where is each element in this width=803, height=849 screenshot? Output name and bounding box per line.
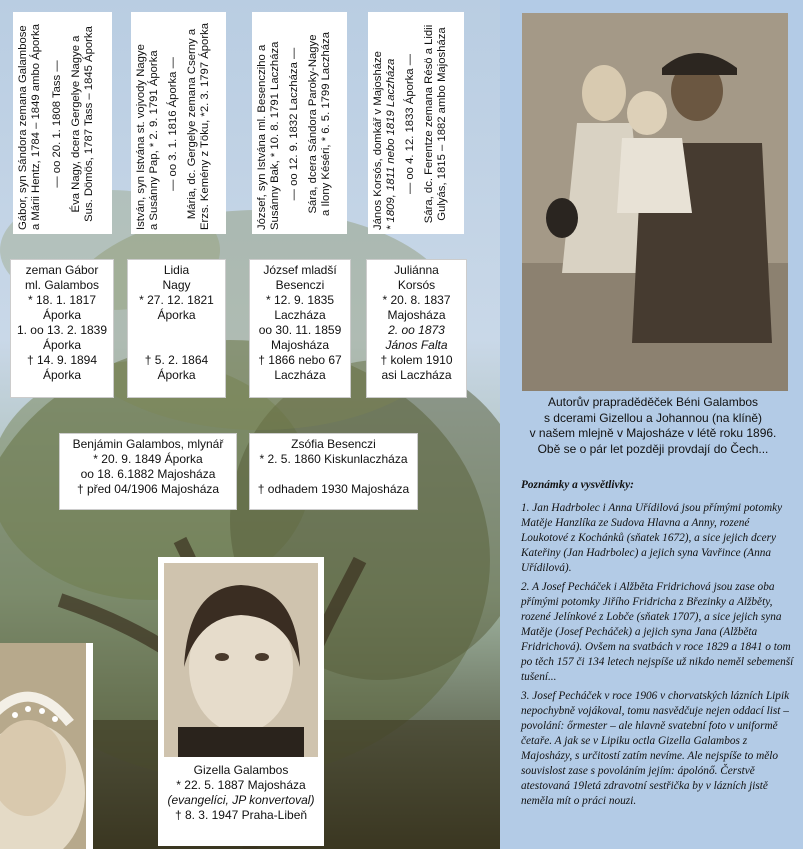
gizella-death: † 8. 3. 1947 Praha-Libeň [174, 808, 308, 822]
photo-caption: Autorův prapraděděček Béni Galambos s dcerami Gizellou a Johannou (na klíně) v našem mlejně v Majosháze v létě roku 1896. Obě se o pár let později provdají do Čech... [529, 395, 777, 456]
person-box-julianna: Juliánna Korsós * 20. 8. 1837 Majosháza 2. oo 1873 János Falta † kolem 1910 asi Laczháza [366, 259, 467, 398]
gizella-note: (evangelíci, JP konvertoval) [167, 793, 315, 807]
note-2: 2. A Josef Pecháček i Alžběta Fridrichová jsou zase oba přímými potomky Jiřího Fridricha z Březinky a Alžběty, rozené Jelínkové z Lobče (sňatek 1707), a sice jejich syna Matěje (Josef Pecháček) a jejich syna Jana (Alžběta Fridrichová). Ovšem na svatbách v roce 1829 a 1841 o tom po těch 157 či 134 letech nejspíše už nikdo neměl sebemenší tušení... [521, 581, 794, 683]
person-box-zsofia: Zsófia Besenczi * 2. 5. 1860 Kiskunlaczháza † odhadem 1930 Majosháza [249, 433, 418, 510]
bride-photo [0, 643, 93, 849]
gizella-photo [158, 557, 324, 846]
family-photo [522, 13, 788, 391]
family-photo-image [522, 13, 788, 391]
person-box-benjamin: Benjámin Galambos, mlynář * 20. 9. 1849 Áporka oo 18. 6.1882 Majosháza † před 04/1906 Majosháza [59, 433, 237, 510]
note-3: 3. Josef Pecháček v roce 1906 v chorvatských lázních Lipik nepochybně vojákoval, tomu nasvědčuje nejen oddací list – povolání: őrmester – ale hlavně svatební foto v uniformě četaře. A jak se v Lipiku octla Gizella Galambos z Majosházy, s určitostí zatím nevíme. Ale nejspíše to mělo souvislost zase s povoláním jejím: ápolónő. Čerstvě atestovaná 19letá zdravotní sestřička by v lázních jistě neměla mít o práci nouzi. [521, 690, 790, 807]
gizella-name: Gizella Galambos [193, 763, 289, 777]
gizella-birth: * 22. 5. 1887 Majosháza [176, 778, 306, 792]
person-box-gabor: zeman Gábor ml. Galambos * 18. 1. 1817 Áporka 1. oo 13. 2. 1839 Áporka † 14. 9. 1894 Áporka [10, 259, 114, 398]
notes-section [521, 478, 796, 813]
ancestor-box-korsos: János Korsós, domkář v Majosháze * 1809, 1811 nebo 1819 Laczháza — oo 4. 12. 1833 Áporka — Sára, dc. Ferentze zemana Résö a Lidii Gulyás, 1815 – 1882 ambo Majosháza [368, 12, 464, 234]
person-box-lidia: Lidia Nagy * 27. 12. 1821 Áporka † 5. 2. 1864 Áporka [127, 259, 226, 398]
notes-title: Poznámky a vysvětlivky: [521, 479, 634, 491]
bride-portrait-image [0, 643, 93, 849]
ancestor-box-besenczi: József, syn Istvána ml. Besencziho a Susánny Bak, * 10. 8. 1791 Laczháza — oo 12. 9. 1832 Laczháza — Sára, dcera Sándora Paroky-Nagye a Ilony Késéri, * 6. 5. 1799 Laczháza [252, 12, 347, 234]
ancestor-box-nagy: István, syn Istvána st. vojvody Nagye a Susánny Pap, * 2. 9. 1791 Áporka — oo 3. 1. 1816 Áporka — Mária, dc. Gergelye zemana Cserny a Erzs. Kemény z Töku, *2. 3. 1797 Áporka [131, 12, 226, 234]
gizella-portrait-image [158, 557, 324, 757]
person-box-jozsef: József mladší Besenczi * 12. 9. 1835 Laczháza oo 30. 11. 1859 Majosháza † 1866 nebo 67 Laczháza [249, 259, 351, 398]
note-1: 1. Jan Hadrbolec i Anna Uřídilová jsou přímými potomky Matěje Hanzlíka ze Sudova Hlavna a Anny, rozené Loukotové z Kochánků (sňatek 1672), a sice jejich dcery Kateřiny (Jan Hadrbolec) a jejich syna Vavřince (Anna Uřídilová). [521, 502, 783, 574]
ancestor-box-galambos: Gábor, syn Sándora zemana Galambose a Márii Hentz, 1784 – 1849 ambo Áporka — oo 20. 1. 1808 Tass — Éva Nagy, dcera Gergelye Nagye a Sus. Dömös, 1787 Tass – 1845 Áporka [13, 12, 112, 234]
